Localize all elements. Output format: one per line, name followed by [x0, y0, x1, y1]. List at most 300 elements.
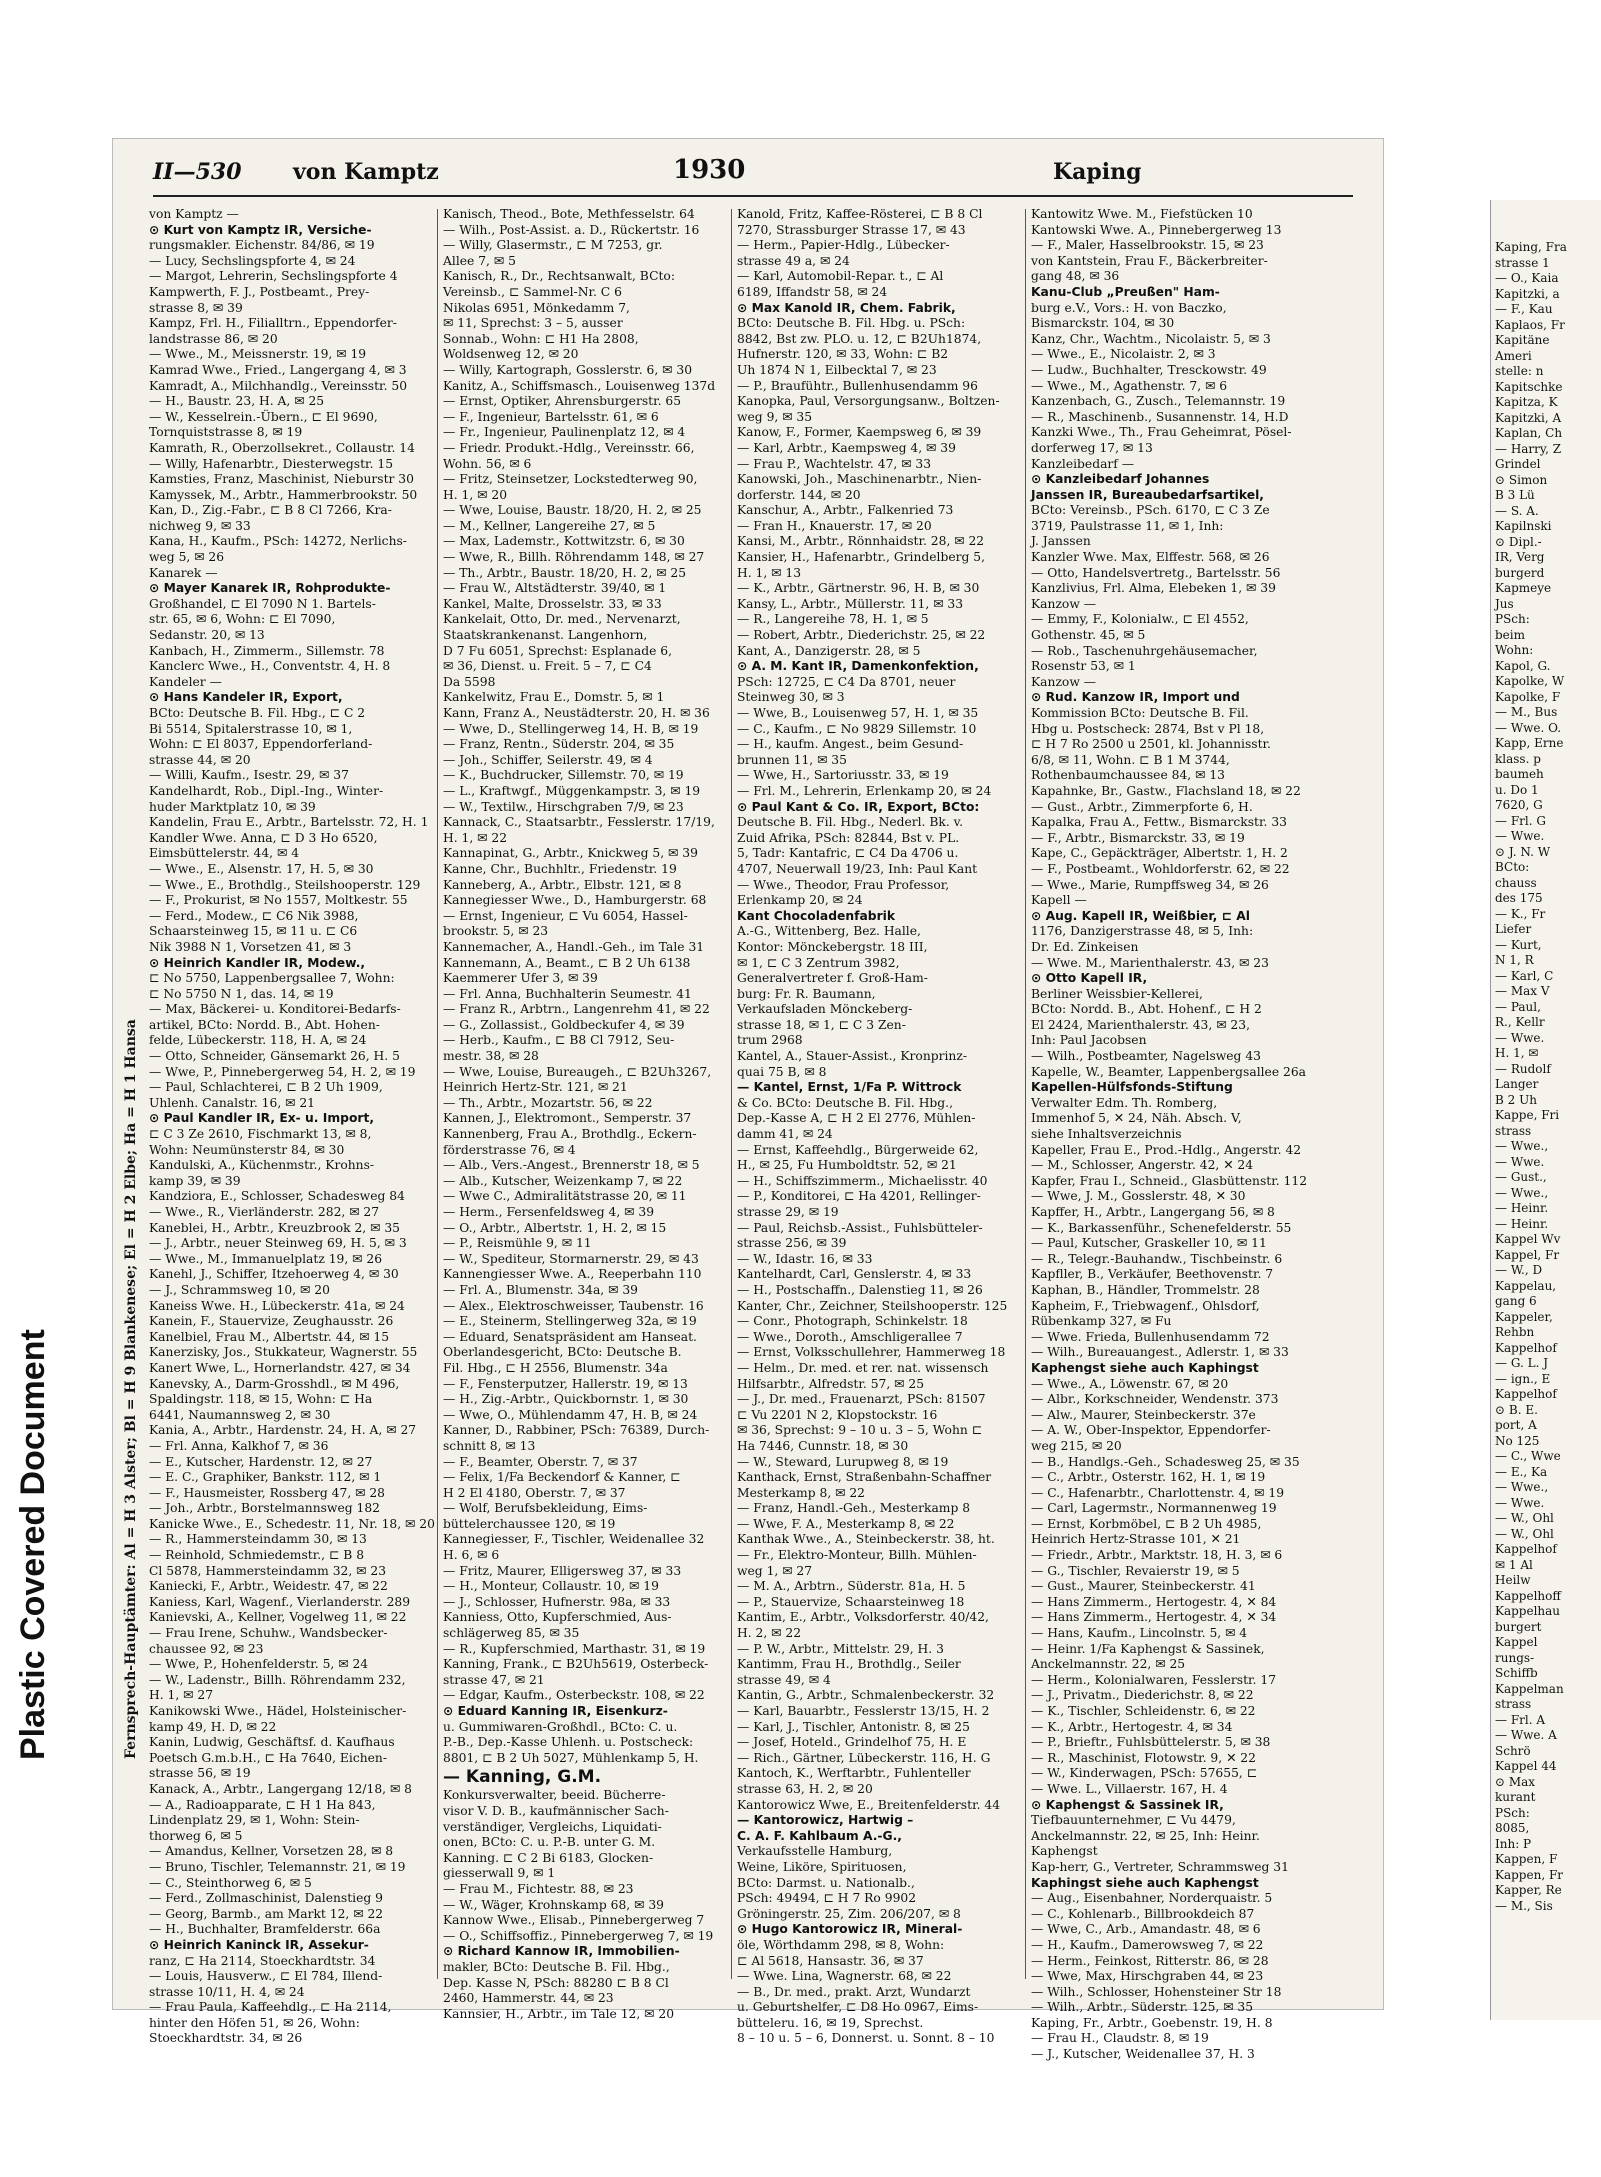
directory-entry-line: — R., Maschinist, Flotowstr. 9, ✕ 22 [1031, 1750, 1256, 1765]
directory-entry-line: ⊙ Kanzleibedarf Johannes [1031, 472, 1210, 487]
fragment-line: — Wwe., [1495, 1480, 1549, 1494]
directory-entry-line: — K., Barkassenführ., Schenefelderstr. 55 [1031, 1220, 1292, 1235]
fragment-line: u. Do 1 [1495, 782, 1539, 797]
directory-entry-line: — B., Handlgs.-Geh., Schadesweg 25, ✉ 35 [1031, 1454, 1300, 1469]
fragment-line: Wohn: [1495, 643, 1534, 657]
directory-entry-line: — Max, Lademstr., Kottwitzstr. 6, ✉ 30 [443, 534, 685, 549]
directory-entry-line: Hufnerstr. 120, ✉ 33, Wohn: ⊏ B2 [737, 347, 949, 362]
fragment-line: strass [1495, 1123, 1532, 1138]
directory-entry-line: Kapalka, Frau A., Fettw., Bismarckstr. 33 [1031, 815, 1287, 830]
fragment-line: baumeh [1495, 767, 1544, 781]
directory-entry-line: Kannapinat, G., Arbtr., Knickweg 5, ✉ 39 [443, 846, 698, 861]
directory-entry-line: — Frl. Anna, Kalkhof 7, ✉ 36 [149, 1438, 329, 1453]
column-3 [737, 207, 1020, 2046]
directory-entry-line: ⊏ H 7 Ro 2500 u 2501, kl. Johannisstr. [1031, 737, 1271, 752]
directory-entry-line: — Friedr., Arbtr., Marktstr. 18, H. 3, ✉ 6 [1031, 1548, 1283, 1563]
directory-entry-line: BCto: Deutsche B. Fil. Hbg. u. PSch: [737, 316, 966, 331]
directory-entry-line: huder Marktplatz 10, ✉ 39 [149, 799, 316, 814]
directory-entry-line: Kantowski Wwe. A., Pinnebergerweg 13 [1031, 222, 1282, 237]
fragment-line: Kappel 44 [1495, 1759, 1557, 1773]
fragment-line: — F., Kau [1495, 302, 1553, 316]
directory-entry-line: Kanz, Chr., Wachtm., Nicolaistr. 5, ✉ 3 [1031, 331, 1271, 346]
directory-entry-line: Kannegiesser, F., Tischler, Weidenallee 32 [443, 1532, 705, 1547]
directory-entry-line: strasse 18, ✉ 1, ⊏ C 3 Zen- [737, 1017, 906, 1032]
directory-entry-line: — J., Dr. med., Frauenarzt, PSch: 81507 [737, 1392, 986, 1407]
directory-entry-line: — Wwe., Doroth., Amschligerallee 7 [737, 1329, 963, 1344]
fragment-line: — K., Fr [1495, 906, 1546, 921]
directory-entry-line: — Wwe, H., Sartoriusstr. 33, ✉ 19 [737, 768, 949, 783]
fragment-line: Inh: P [1495, 1836, 1532, 1851]
fragment-line: Kapolke, W [1495, 674, 1565, 688]
directory-entry-line: Nikolas 6951, Mönkedamm 7, [443, 300, 630, 315]
fragment-line: kurant [1495, 1790, 1536, 1804]
fragment-line: R., Kellr [1495, 1015, 1545, 1029]
directory-entry-line: ⊙ A. M. Kant IR, Damenkonfektion, [737, 659, 979, 674]
directory-entry-line: BCto: Deutsche B. Fil. Hbg., ⊏ C 2 [149, 706, 366, 720]
directory-entry-line: Kanzler Wwe. Max, Elffestr. 568, ✉ 26 [1031, 550, 1270, 565]
directory-entry-line: Kantimm, Frau H., Brothdlg., Seiler [737, 1657, 961, 1672]
directory-entry-line: — W., Kinderwagen, PSch: 57655, ⊏ [1031, 1766, 1258, 1781]
directory-entry-line: brookstr. 5, ✉ 23 [443, 924, 549, 939]
fragment-line: — ign., E [1495, 1371, 1551, 1386]
column-1 [149, 207, 435, 2046]
directory-entry-line: Konkursverwalter, beeid. Bücherre- [443, 1788, 666, 1803]
directory-entry-line: Erlenkamp 20, ✉ 24 [737, 893, 863, 908]
directory-entry-line: — Georg, Barmb., am Markt 12, ✉ 22 [149, 1906, 384, 1921]
directory-entry-line: — Paul, Reichsb.-Assist., Fuhlsbütteler- [737, 1220, 983, 1235]
directory-entry-line: ⊏ Al 5618, Hansastr. 36, ✉ 37 [737, 1953, 924, 1968]
directory-entry-line: — Kanning, G.M. [443, 1767, 602, 1788]
directory-entry-line: — W., Idastr. 16, ✉ 33 [737, 1251, 873, 1266]
directory-entry-line: strasse 8, ✉ 39 [149, 300, 243, 315]
fragment-line: Ameri [1495, 348, 1532, 363]
directory-entry-line: Kandler Wwe. Anna, ⊏ D 3 Ho 6520, [149, 830, 378, 845]
directory-entry-line: — Wwe, D., Stellingerweg 14, H. B, ✉ 19 [443, 721, 699, 736]
fragment-line: IR, Verg [1495, 550, 1545, 564]
directory-entry-line: — W., Steward, Lurupweg 8, ✉ 19 [737, 1454, 949, 1469]
directory-entry-line: — Wwe, Max, Hirschgraben 44, ✉ 23 [1031, 1969, 1264, 1984]
directory-entry-line: C. A. F. Kahlbaum A.-G., [737, 1828, 902, 1843]
directory-entry-line: — Herm., Fersenfeldsweg 4, ✉ 39 [443, 1205, 655, 1219]
directory-entry-line: ⊏ No 5750, Lappenbergsallee 7, Wohn: [149, 971, 395, 986]
directory-entry-line: — Frl. A., Blumenstr. 34a, ✉ 39 [443, 1282, 638, 1297]
fragment-line: — W., Ohl [1495, 1511, 1554, 1525]
directory-entry-line: — Wwe., Theodor, Frau Professor, [737, 877, 950, 892]
directory-entry-line: — Wwe C., Admiralitätstrasse 20, ✉ 11 [443, 1189, 687, 1204]
directory-entry-line: H. 1, ✉ 13 [737, 565, 802, 580]
directory-entry-line: — Wilh., Schlosser, Hohensteiner Str 18 [1031, 1984, 1282, 1999]
directory-entry-line: Kanzlivius, Frl. Alma, Elebeken 1, ✉ 39 [1031, 581, 1276, 596]
fragment-line: Kapol, G. [1495, 658, 1551, 673]
header-left-word: von Kamptz [293, 159, 439, 185]
directory-entry-line: ⊙ Heinrich Kaninck IR, Assekur- [149, 1937, 369, 1952]
directory-entry-line: — Franz, Rentn., Süderstr. 204, ✉ 35 [443, 737, 675, 752]
directory-entry-line: Kanschur, A., Arbtr., Falkenried 73 [737, 503, 954, 518]
directory-entry-line: Kanold, Fritz, Kaffee-Rösterei, ⊏ B 8 Cl [737, 207, 983, 221]
directory-entry-line: Kanein, F., Stauervize, Zeughausstr. 26 [149, 1314, 394, 1329]
directory-entry-line: — Wwe. Frieda, Bullenhusendamm 72 [1031, 1329, 1270, 1344]
directory-entry-line: ⊙ Mayer Kanarek IR, Rohprodukte- [149, 581, 391, 596]
directory-entry-line: — E., Steinerm, Stellingerweg 32a, ✉ 19 [443, 1314, 697, 1329]
directory-entry-line: — Joh., Arbtr., Borstelmannsweg 182 [149, 1501, 380, 1516]
directory-entry-line: — M., Kellner, Langereihe 27, ✉ 5 [443, 518, 656, 533]
directory-entry-line: — B., Dr. med., prakt. Arzt, Wundarzt [737, 1984, 971, 1999]
directory-entry-line: — F., Fensterputzer, Hallerstr. 19, ✉ 13 [443, 1376, 688, 1391]
fragment-line: — Karl, C [1495, 968, 1554, 983]
directory-entry-line: — C., Steinthorweg 6, ✉ 5 [149, 1875, 312, 1890]
directory-entry-line: — Ferd., Modew., ⊏ C6 Nik 3988, [149, 908, 359, 923]
directory-entry-line: chaussee 92, ✉ 23 [149, 1641, 264, 1656]
directory-page: II—530 von Kamptz 1930 Kaping Fernsprech-Hauptämter: Al = H 3 Alster; Bl = H 9 Blankenese; El = H 2 Elbe; Ha = H 1 Hansa von Kamptz — ⊙ Kurt von Kamptz IR, Versiche- rungsmakler. Eichenstr. 84/86, ✉ 19 — Lucy, Sechslingspforte 4, ✉ 24 — Margot, Lehrerin, Sechslingspforte 4 Kampwerth, F. J., Postbeamt., Prey- strasse 8, ✉ 39 Kampz, Frl. H., Filialltrn., Eppendorfer- landstrasse 86, ✉ 20 — Wwe., M., Meissnerstr. 19, ✉ 19 Kamrad Wwe., Fried., Langergang 4, ✉ 3 Kamradt, A., Milchhandlg., Vereinsstr. 50 — H., Baustr. 23, H. A, ✉ 25 — W., Kesselrein.-Übern., ⊏ El 9690, Tornquiststrasse 8, ✉ 19 Kamrath, R., Oberzollsekret., Collaustr. 14 — Willy, Hafenarbtr., Diesterwegstr. 15 Kamsties, Franz, Maschinist, Nieburstr 30 Kamyssek, M., Arbtr., Hammerbrookstr. 50 Kan, D., Zig.-Fabr., ⊏ B 8 Cl 7266, Kra- nichweg 9, ✉ 33 Kana, H., Kaufm., PSch: 14272, Nerlichs- weg 5, ✉ 26 Kanarek — ⊙ Mayer Kanarek IR, Rohprodukte- Großhandel, ⊏ El 7090 N 1. Bartels- str. 65, ✉ 6, Wohn: ⊏ El 7090, Sedanstr. 20, ✉ 13 Kanbach, H., Zimmerm., Sillemstr. 78 Kanclerc Wwe., H., Conventstr. 4, H. 8 Kandeler — ⊙ Hans Kandeler IR, Export, BCto: Deutsche B. Fil. Hbg., ⊏ C 2 Bi 5514, Spitalerstrasse 10, ✉ 1, Wohn: ⊏ El 8037, Eppendorferland- strasse 44, ✉ 20 — Willi, Kaufm., Isestr. 29, ✉ 37 Kandelhardt, Rob., Dipl.-Ing., Winter- huder Marktplatz 10, ✉ 39 Kandelin, Frau E., Arbtr., Bartelsstr. 72, H. 1 Kandler Wwe. Anna, ⊏ D 3 Ho 6520, Eimsbüttelerstr. 44, ✉ 4 — Wwe., E., Alsenstr. 17, H. 5, ✉ 30 — Wwe., E., Brothdlg., Steilshooperstr. 129 — F., Prokurist, ✉ No 1557, Moltkestr. 55 — Ferd., Modew., ⊏ C6 Nik 3988, Schaarsteinweg 15, ✉ 11 u. ⊏ C6 Nik 3988 N 1, Vorsetzen 41, ✉ 3 ⊙ Heinrich Kandler IR, Modew., ⊏ No 5750, Lappenbergsallee 7, Wohn: ⊏ No 5750 N 1, das. 14, ✉ 19 — Max, Bäckerei- u. Konditorei-Bedarfs- artikel, BCto: Nordd. B., Abt. Hohen- felde, Lübeckerstr. 118, H. A, ✉ 24 — Otto, Schneider, Gänsemarkt 26, H. 5 — Wwe, P., Pinnebergerweg 54, H. 2, ✉ 19 — Paul, Schlachterei, ⊏ B 2 Uh 1909, Uhlenh. Canalstr. 16, ✉ 21 ⊙ Paul Kandler IR, Ex- u. Import, ⊏ C 3 Ze 2610, Fischmarkt 13, ✉ 8, Wohn: Neumünsterstr 84, ✉ 30 Kandulski, A., Küchenmstr., Krohns- kamp 39, ✉ 39 Kandziora, E., Schlosser, Schadesweg 84 — Wwe., R., Vierländerstr. 282, ✉ 27 Kaneblei, H., Arbtr., Kreuzbrook 2, ✉ 35 — J., Arbtr., neuer Steinweg 69, H. 5, ✉ 3 — Wwe., M., Immanuelplatz 19, ✉ 26 Kanehl, J., Schiffer, Itzehoerweg 4, ✉ 30 — J., Schrammsweg 10, ✉ 20 Kaneiss Wwe. H., Lübeckerstr. 41a, ✉ 24 Kanein, F., Stauervize, Zeughausstr. 26 Kanelbiel, Frau M., Albertstr. 44, ✉ 15 Kanerzisky, Jos., Stukkateur, Wagnerstr. 55 Kanert Wwe, L., Hornerlandstr. 427, ✉ 34 Kanevsky, A., Darm-Grosshdl., ✉ M 496, Spaldingstr. 118, ✉ 15, Wohn: ⊏ Ha 6441, Naumannsweg 2, ✉ 30 Kania, A., Arbtr., Hardenstr. 24, H. A, ✉ 27 — Frl. Anna, Kalkhof 7, ✉ 36 — E., Kutscher, Hardenstr. 12, ✉ 27 — E. C., Graphiker, Bankstr. 112, ✉ 1 — F., Hausmeister, Rossberg 47, ✉ 28 — Joh., Arbtr., Borstelmannsweg 182 Kanicke Wwe., E., Schedestr. 11, Nr. 18, ✉ 20 — R., Hammersteindamm 30, ✉ 13 — Reinhold, Schmiedemstr., ⊏ B 8 Cl 5878, Hammersteindamm 32, ✉ 23 Kaniecki, F., Arbtr., Weidestr. 47, ✉ 22 Kaniess, Karl, Wagenf., Vierlanderstr. 289 Kanievski, A., Kellner, Vogelweg 11, ✉ 22 — Frau Irene, Schuhw., Wandsbecker- chaussee 92, ✉ 23 — Wwe, P., Hohenfelderstr. 5, ✉ 24 — W., Ladenstr., Billh. Röhrendamm 232, H. 1, ✉ 27 Kanikowski Wwe., Hädel, Holsteinischer- kamp 49, H. D, ✉ 22 Kanin, Ludwig, Geschäftsf. d. Kaufhaus Poetsch G.m.b.H., ⊏ Ha 7640, Eichen- strasse 56, ✉ 19 Kanack, A., Arbtr., Langergang 12/18, ✉ 8 — A., Radioapparate, ⊏ H 1 Ha 843, Lindenplatz 29, ✉ 1, Wohn: Stein- thorweg 6, ✉ 5 — Amandus, Kellner, Vorsetzen 28, ✉ 8 — Bruno, Tischler, Telemannstr. 21, ✉ 19 — C., Steinthorweg 6, ✉ 5 — Ferd., Zollmaschinist, Dalenstieg 9 — Georg, Barmb., am Markt 12, ✉ 22 — H., Buchhalter, Bramfelderstr. 66a ⊙ Heinrich Kaninck IR, Assekur- ranz, ⊏ Ha 2114, Stoeckhardtstr. 34 — Louis, Hausverw., ⊏ El 784, Illend- strasse 10/11, H. 4, ✉ 24 — Frau Paula, Kaffeehdlg., ⊏ Ha 2114, hinter den Höfen 51, ✉ 26, Wohn: Stoeckhardtstr. 34, ✉ 26 Kanisch, Theod., Bote, Methfesselstr. 64 — Wilh., Post-Assist. a. D., Rückertstr. 16 — Willy, Glasermstr., ⊏ M 7253, gr. Allee 7, ✉ 5 Kanisch, R., Dr., Rechtsanwalt, BCto: Vereinsb., ⊏ Sammel-Nr. C 6 Nikolas 6951, Mönkedamm 7, ✉ 11, Sprechst: 3 – 5, ausser Sonnab., Wohn: ⊏ H1 Ha 2808, Woldsenweg 12, ✉ 20 — Willy, Kartograph, Gosslerstr. 6, ✉ 30 Kanitz, A., Schiffsmasch., Louisenweg 137d — Ernst, Optiker, Ahrensburgerstr. 65 — F., Ingenieur, Bartelsstr. 61, ✉ 6 — Fr., Ingenieur, Paulinenplatz 12, ✉ 4 — Friedr. Produkt.-Hdlg., Vereinsstr. 66, Wohn. 56, ✉ 6 — Fritz, Steinsetzer, Lockstedterweg 90, H. 1, ✉ 20 — Wwe, Louise, Baustr. 18/20, H. 2, ✉ 25 — M., Kellner, Langereihe 27, ✉ 5 — Max, Lademstr., Kottwitzstr. 6, ✉ 30 — Wwe, R., Billh. Röhrendamm 148, ✉ 27 — Th., Arbtr., Baustr. 18/20, H. 2, ✉ 25 — Frau W., Altstädterstr. 39/40, ✉ 1 Kankel, Malte, Drosselstr. 33, ✉ 33 Kankelait, Otto, Dr. med., Nervenarzt, Staatskrankenanst. Langenhorn, D 7 Fu 6051, Sprechst: Esplanade 6, ✉ 36, Dienst. u. Freit. 5 – 7, ⊏ C4 Da 5598 Kankelwitz, Frau E., Domstr. 5, ✉ 1 Kann, Franz A., Neustädterstr. 20, H. ✉ 36 — Wwe, D., Stellingerweg 14, H. B, ✉ 19 — Franz, Rentn., Süderstr. 204, ✉ 35 — Joh., Schiffer, Seilerstr. 49, ✉ 4 — K., Buchdrucker, Sillemstr. 70, ✉ 19 — L., Kraftwgf., Müggenkampstr. 3, ✉ 19 — W., Textilw., Hirschgraben 7/9, ✉ 23 Kannack, C., Staatsarbtr., Fesslerstr. 17/19, H. 1, ✉ 22 Kannapinat, G., Arbtr., Knickweg 5, ✉ 39 Kanne, Chr., Buchhltr., Friedenstr. 19 Kanneberg, A., Arbtr., Elbstr. 121, ✉ 8 Kannegiesser Wwe., D., Hamburgerstr. 68 — Ernst, Ingenieur, ⊏ Vu 6054, Hassel- brookstr. 5, ✉ 23 Kannemacher, A., Handl.-Geh., im Tale 31 Kannemann, A., Beamt., ⊏ B 2 Uh 6138 Kaemmerer Ufer 3, ✉ 39 — Frl. Anna, Buchhalterin Seumestr. 41 — Franz R., Arbtrn., Langenrehm 41, ✉ 22 — G., Zollassist., Goldbeckufer 4, ✉ 39 — Herb., Kaufm., ⊏ B8 Cl 7912, Seu- mestr. 38, ✉ 28 — Wwe, Louise, Bureaugeh., ⊏ B2Uh3267, Heinrich Hertz-Str. 121, ✉ 21 — Th., Arbtr., Mozartstr. 56, ✉ 22 Kannen, J., Elektromont., Semperstr. 37 Kannenberg, Frau A., Brothdlg., Eckern- förderstrasse 76, ✉ 4 — Alb., Vers.-Angest., Brennerstr 18, ✉ 5 — Alb., Kutscher, Weizenkamp 7, ✉ 22 — Wwe C., Admiralitätstrasse 20, ✉ 11 — Herm., Fersenfeldsweg 4, ✉ 39 — O., Arbtr., Albertstr. 1, H. 2, ✉ 15 — P., Reismühle 9, ✉ 11 — W., Spediteur, Stormarnerstr. 29, ✉ 43 Kannengiesser Wwe. A., Reeperbahn 110 — Frl. A., Blumenstr. 34a, ✉ 39 — Alex., Elektroschweisser, Taubenstr. 16 — E., Steinerm, Stellingerweg 32a, ✉ 19 — Eduard, Senatspräsident am Hanseat. Oberlandesgericht, BCto: Deutsche B. Fil. Hbg., ⊏ H 2556, Blumenstr. 34a — F., Fensterputzer, Hallerstr. 19, ✉ 13 — H., Zig.-Arbtr., Quickbornstr. 1, ✉ 30 — Wwe, O., Mühlendamm 47, H. B, ✉ 24 Kanner, D., Rabbiner, PSch: 76389, Durch- schnitt 8, ✉ 13 — F., Beamter, Oberstr. 7, ✉ 37 — Felix, 1/Fa Beckendorf & Kanner, ⊏ H 2 El 4180, Oberstr. 7, ✉ 37 — Wolf, Berufsbekleidung, Eims- büttelerchaussee 120, ✉ 19 Kannegiesser, F., Tischler, Weidenallee 32 H. 6, ✉ 6 — Fritz, Maurer, Elligersweg 37, ✉ 33 — H., Monteur, Collaustr. 10, ✉ 19 — J., Schlosser, Hufnerstr. 98a, ✉ 33 Kanniess, Otto, Kupferschmied, Aus- schlägerweg 85, ✉ 35 — R., Kupferschmied, Marthastr. 31, ✉ 19 Kanning, Frank., ⊏ B2Uh5619, Osterbeck- strasse 47, ✉ 21 — Edgar, Kaufm., Osterbeckstr. 108, ✉ 22 ⊙ Eduard Kanning IR, Eisenkurz- u. Gummiwaren-Großhdl., BCto: C. u. P.-B., Dep.-Kasse Uhlenh. u. Postscheck: 8801, ⊏ B 2 Uh 5027, Mühlenkamp 5, H. — Kanning, G.M. Konkursverwalter, beeid. Bücherre- visor V. D. B., kaufmännischer Sach- verständiger, Vergleichs, Liquidati- onen, BCto: C. u. P.-B. unter G. M. Kanning. ⊏ C 2 Bi 6183, Glocken- giesserwall 9, ✉ 1 — Frau M., Fichtestr. 88, ✉ 23 — W., Wäger, Krohnskamp 68, ✉ 39 Kannow Wwe., Elisab., Pinnebergerweg 7 — O., Schiffsoffiz., Pinnebergerweg 7, ✉ 19 ⊙ Richard Kannow IR, Immobilien- makler, BCto: Deutsche B. Fil. Hbg., Dep. Kasse N, PSch: 88280 ⊏ B 8 Cl 2460, Hammerstr. 44, ✉ 23 Kannsier, H., Arbtr., im Tale 12, ✉ 20 Kanold, Fritz, Kaffee-Rösterei, ⊏ B 8 Cl 7270, Strassburger Strasse 17, ✉ 43 — Herm., Papier-Hdlg., Lübecker- strasse 49 a, ✉ 24 — Karl, Automobil-Repar. t., ⊏ Al 6189, Iffandstr 58, ✉ 24 ⊙ Max Kanold IR, Chem. Fabrik, BCto: Deutsche B. Fil. Hbg. u. PSch: 8842, Bst zw. PLO. u. 12, ⊏ B2Uh1874, Hufnerstr. 120, ✉ 33, Wohn: ⊏ B2 Uh 1874 N 1, Eilbecktal 7, ✉ 23 — P., Braufühtr., Bullenhusendamm 96 Kanopka, Paul, Versorgungsanw., Boltzen- weg 9, ✉ 35 Kanow, F., Former, Kaempsweg 6, ✉ 39 — Karl, Arbtr., Kaempsweg 4, ✉ 39 — Frau P., Wachtelstr. 47, ✉ 33 Kanowski, Joh., Maschinenarbtr., Nien- dorferstr. 144, ✉ 20 Kanschur, A., Arbtr., Falkenried 73 — Fran H., Knauerstr. 17, ✉ 20 Kansi, M., Arbtr., Rönnhaidstr. 28, ✉ 22 Kansier, H., Hafenarbtr., Grindelberg 5, H. 1, ✉ 13 — K., Arbtr., Gärtnerstr. 96, H. B, ✉ 30 Kansy, L., Arbtr., Müllerstr. 11, ✉ 33 — R., Langereihe 78, H. 1, ✉ 5 — Robert, Arbtr., Diederichstr. 25, ✉ 22 Kant, A., Danzigerstr. 28, ✉ 5 ⊙ A. M. Kant IR, Damenkonfektion, PSch: 12725, ⊏ C4 Da 8701, neuer Steinweg 30, ✉ 3 — Wwe, B., Louisenweg 57, H. 1, ✉ 35 — C., Kaufm., ⊏ No 9829 Sillemstr. 10 — H., kaufm. Angest., beim Gesund- brunnen 11, ✉ 35 — Wwe, H., Sartoriusstr. 33, ✉ 19 — Frl. M., Lehrerin, Erlenkamp 20, ✉ 24 ⊙ Paul Kant & Co. IR, Export, BCto: Deutsche B. Fil. Hbg., Nederl. Bk. v. Zuid Afrika, PSch: 82844, Bst v. PL. 5, Tadr: Kantafric, ⊏ C4 Da 4706 u. 4707, Neuerwall 19/23, Inh: Paul Kant — Wwe., Theodor, Frau Professor, Erlenkamp 20, ✉ 24 Kant Chocoladenfabrik A.-G., Wittenberg, Bez. Halle, Kontor: Mönckebergstr. 18 III, ✉ 1, ⊏ C 3 Zentrum 3982, Generalvertreter f. Groß-Ham- burg: Fr. R. Baumann, Verkaufsladen Mönckeberg- strasse 18, ✉ 1, ⊏ C 3 Zen- trum 2968 Kantel, A., Stauer-Assist., Kronprinz- quai 75 B, ✉ 8 — Kantel, Ernst, 1/Fa P. Wittrock & Co. BCto: Deutsche B. Fil. Hbg., Dep.-Kasse A, ⊏ H 2 El 2776, Mühlen- damm 41, ✉ 24 — Ernst, Kaffeehdlg., Bürgerweide 62, H., ✉ 25, Fu Humboldtstr. 52, ✉ 21 — H., Schiffszimmerm., Michaelisstr. 40 — P., Konditorei, ⊏ Ha 4201, Rellinger- strasse 29, ✉ 19 — Paul, Reichsb.-Assist., Fuhlsbütteler- strasse 256, ✉ 39 — W., Idastr. 16, ✉ 33 Kantelhardt, Carl, Genslerstr. 4, ✉ 33 — H., Postschaffn., Dalenstieg 11, ✉ 26 Kanter, Chr., Zeichner, Steilshooperstr. 125 — Conr., Photograph, Schinkelstr. 18 — Wwe., Doroth., Amschligerallee 7 — Ernst, Volksschullehrer, Hammerweg 18 — Helm., Dr. med. et rer. nat. wissensch Hilfsarbtr., Alfredstr. 57, ✉ 25 — J., Dr. med., Frauenarzt, PSch: 81507 ⊏ Vu 2201 N 2, Klopstockstr. 16 ✉ 36, Sprechst: 9 – 10 u. 3 – 5, Wohn ⊏ Ha 7446, Cunnstr. 18, ✉ 30 — W., Steward, Lurupweg 8, ✉ 19 Kanthack, Ernst, Straßenbahn-Schaffner Mesterkamp 8, ✉ 22 — Franz, Handl.-Geh., Mesterkamp 8 — Wwe, F. A., Mesterkamp 8, ✉ 22 Kanthak Wwe., A., Steinbeckerstr. 38, ht. — Fr., Elektro-Monteur, Billh. Mühlen- weg 1, ✉ 27 — M. A., Arbtrn., Süderstr. 81a, H. 5 — P., Stauervize, Schaarsteinweg 18 Kantim, E., Arbtr., Volksdorferstr. 40/42, H. 2, ✉ 22 — P. W., Arbtr., Mittelstr. 29, H. 3 Kantimm, Frau H., Brothdlg., Seiler strasse 49, ✉ 4 Kantin, G., Arbtr., Schmalenbeckerstr. 32 — Karl, Bauarbtr., Fesslerstr 13/15, H. 2 — Karl, J., Tischler, Antonistr. 8, ✉ 25 — Josef, Hoteld., Grindelhof 75, H. E — Rich., Gärtner, Lübeckerstr. 116, H. G Kantoch, K., Werftarbtr., Fuhlenteller strasse 63, H. 2, ✉ 20 Kantorowicz Wwe, E., Breitenfelderstr. 44 — Kantorowicz, Hartwig – C. A. F. Kahlbaum A.-G., Verkaufsstelle Hamburg, Weine, Liköre, Spirituosen, BCto: Darmst. u. Nationalb., PSch: 49494, ⊏ H 7 Ro 9902 Gröningerstr. 25, Zim. 206/207, ✉ 8 ⊙ Hugo Kantorowicz IR, Mineral- öle, Wörthdamm 298, ✉ 8, Wohn: ⊏ Al 5618, Hansastr. 36, ✉ 37 — Wwe. Lina, Wagnerstr. 68, ✉ 22 — B., Dr. med., prakt. Arzt, Wundarzt u. Geburtshelfer, ⊏ D8 Ho 0967, Eims- bütteleru. 16, ✉ 19, Sprechst. 8 – 10 u. 5 – 6, Donnerst. u. Sonnt. 8 – 10 Kantowitz Wwe. M., Fiefstücken 10 Kantowski Wwe. A., Pinnebergerweg 13 — F., Maler, Hasselbrookstr. 15, ✉ 23 von Kantstein, Frau F., Bäckerbreiter- gang 48, ✉ 36 Kanu-Club „Preußen" Ham- burg e.V., Vors.: H. von Baczko, Bismarckstr. 104, ✉ 30 Kanz, Chr., Wachtm., Nicolaistr. 5, ✉ 3 — Wwe., E., Nicolaistr. 2, ✉ 3 — Ludw., Buchhalter, Tresckowstr. 49 — Wwe., M., Agathenstr. 7, ✉ 6 Kanzenbach, G., Zusch., Telemannstr. 19 — R., Maschinenb., Susannenstr. 14, H.D Kanzki Wwe., Th., Frau Geheimrat, Pösel- dorferweg 17, ✉ 13 Kanzleibedarf — ⊙ Kanzleibedarf Johannes Janssen IR, Bureaubedarfsartikel, BCto: Vereinsb., PSch. 6170, ⊏ C 3 Ze 3719, Paulstrasse 11, ✉ 1, Inh: J. Janssen Kanzler Wwe. Max, Elffestr. 568, ✉ 26 — Otto, Handelsvertretg., Bartelsstr. 56 Kanzlivius, Frl. Alma, Elebeken 1, ✉ 39 Kanzow — — Emmy, F., Kolonialw., ⊏ El 4552, Gothenstr. 45, ✉ 5 — Rob., Taschenuhrgehäusemacher, Rosenstr 53, ✉ 1 Kanzow — ⊙ Rud. Kanzow IR, Import und Kommission BCto: Deutsche B. Fil. Hbg u. Postscheck: 2874, Bst v Pl 18, ⊏ H 7 Ro 2500 u 2501, kl. Johannisstr. 6/8, ✉ 11, Wohn. ⊏ B 1 M 3744, Rothenbaumchaussee 84, ✉ 13 Kapahnke, Br., Gastw., Flachsland 18, ✉ 22 — Gust., Arbtr., Zimmerpforte 6, H. Kapalka, Frau A., Fettw., Bismarckstr. 33 — F., Arbtr., Bismarckstr. 33, ✉ 19 Kape, C., Gepäckträger, Albertstr. 1, H. 2 — F., Postbeamt., Wohldorferstr. 62, ✉ 22 — Wwe., Marie, Rumpffsweg 34, ✉ 26 Kapell — ⊙ Aug. Kapell IR, Weißbier, ⊏ Al 1176, Danzigerstrasse 48, ✉ 5, Inh: Dr. Ed. Zinkeisen — Wwe. M., Marienthalerstr. 43, ✉ 23 ⊙ Otto Kapell IR, Berliner Weissbier-Kellerei, BCto: Nordd. B., Abt. Hohenf., ⊏ H 2 El 2424, Marienthalerstr. 43, ✉ 23, Inh: Paul Jacobsen — Wilh., Postbeamter, Nagelsweg 43 Kapelle, W., Beamter, Lappenbergsallee 26a Kapellen-Hülfsfonds-Stiftung Verwalter Edm. Th. Romberg, Immenhof 5, ✕ 24, Näh. Absch. V, siehe Inhaltsverzeichnis Kapeller, Frau E., Prod.-Hdlg., Angerstr. 42 — M., Schlosser, Angerstr. 42, ✕ 24 Kapfer, Frau I., Schneid., Glasbüttenstr. 112 — Wwe, J. M., Gosslerstr. 48, ✕ 30 Kapffer, H., Arbtr., Langergang 56, ✉ 8 — K., Barkassenführ., Schenefelderstr. 55 — Paul, Kutscher, Graskeller 10, ✉ 11 — R., Telegr.-Bauhandw., Tischbeinstr. 6 Kapfller, B., Verkäufer, Beethovenstr. 7 Kaphan, B., Händler, Trommelstr. 28 Kapheim, F., Triebwagenf., Ohlsdorf, Rübenkamp 327, ✉ Fu — Wwe. Frieda, Bullenhusendamm 72 — Wilh., Bureauangest., Adlerstr. 1, ✉ 33 Kaphengst siehe auch Kaphingst — Wwe., A., Löwenstr. 67, ✉ 20 — Albr., Korkschneider, Wendenstr. 373 — Alw., Maurer, Steinbeckerstr. 37e — A. W., Ober-Inspektor, Eppendorfer- weg 215, ✉ 20 — B., Handlgs.-Geh., Schadesweg 25, ✉ 35 — C., Arbtr., Osterstr. 162, H. 1, ✉ 19 — C., Hafenarbtr., Charlottenstr. 4, ✉ 19 — Carl, Lagermstr., Normannenweg 19 — Ernst, Korbmöbel, ⊏ B 2 Uh 4985, Heinrich Hertz-Strasse 101, ✕ 21 — Friedr., Arbtr., Marktstr. 18, H. 3, ✉ 6 — G., Tischler, Revaierstr 19, ✉ 5 — Gust., Maurer, Steinbeckerstr. 41 — Hans Zimmerm., Hertogestr. 4, ✕ 84 — Hans Zimmerm., Hertogestr. 4, ✕ 34 — Hans, Kaufm., Lincolnstr. 5, ✉ 4 — Heinr. 1/Fa Kaphengst & Sassinek, Anckelmannstr. 22, ✉ 25 — Herm., Kolonialwaren, Fesslerstr. 17 — J., Privatm., Diederichstr. 8, ✉ 22 — K., Tischler, Schleidenstr. 6, ✉ 22 — K., Arbtr., Hertogestr. 4, ✉ 34 — P., Brieftr., Fuhlsbüttelerstr. 5, ✉ 38 — R., Maschinist, Flotowstr. 9, ✕ 22 — W., Kinderwagen, PSch: 57655, ⊏ — Wwe. L., Villaerstr. 167, H. 4 ⊙ Kaphengst & Sassinek IR, Tiefbauunternehmer, ⊏ Vu 4479, Anckelmannstr. 22, ✉ 25, Inh: Heinr. Kaphengst Kap-herr, G., Vertreter, Schrammsweg 31 Kaphingst siehe auch Kaphengst — Aug., Eisenbahner, Norderquaistr. 5 — C., Kohlenarb., Billbrookdeich 87 — Wwe, C., Arb., Amandastr. 48, ✉ 6 — H., Kaufm., Damerowsweg 7, ✉ 22 — Herm., Feinkost, Ritterstr. 86, ✉ 28 — Wwe, Max, Hirschgraben 44, ✉ 23 — Wilh., Schlosser, Hohensteiner Str 18 — Wilh., Arbtr., Süderstr. 125, ✉ 35 Kaping, Fr., Arbtr., Goebenstr. 19, H. 8 — Frau H., Claudstr. 8, ✉ 19 — J., Kutscher, Weidenallee 37, H. 3 [112, 138, 1384, 2010]
directory-entry-line: H. 1, ✉ 20 [443, 487, 508, 502]
directory-entry-line: — Willi, Kaufm., Isestr. 29, ✉ 37 [149, 768, 349, 783]
directory-entry-line: Kannemann, A., Beamt., ⊏ B 2 Uh 6138 [443, 955, 691, 970]
directory-entry-line: Verkaufsstelle Hamburg, [737, 1844, 893, 1859]
directory-entry-line: — Herm., Feinkost, Ritterstr. 86, ✉ 28 [1031, 1953, 1269, 1968]
directory-entry-line: Kantelhardt, Carl, Genslerstr. 4, ✉ 33 [737, 1267, 972, 1282]
directory-entry-line: 8 – 10 u. 5 – 6, Donnerst. u. Sonnt. 8 – 10 [737, 2031, 995, 2046]
directory-entry-line: — P., Stauervize, Schaarsteinweg 18 [737, 1594, 965, 1609]
fragment-line: No 125 [1495, 1433, 1540, 1448]
directory-entry-line: Schaarsteinweg 15, ✉ 11 u. ⊏ C6 [149, 924, 358, 939]
fragment-line: — E., Ka [1495, 1464, 1548, 1479]
column-4 [1031, 207, 1314, 2062]
directory-entry-line: Kanniess, Otto, Kupferschmied, Aus- [443, 1610, 672, 1625]
directory-entry-line: felde, Lübeckerstr. 118, H. A, ✉ 24 [149, 1033, 367, 1048]
directory-entry-line: — F., Prokurist, ✉ No 1557, Moltkestr. 55 [149, 893, 408, 908]
directory-entry-line: Tiefbauunternehmer, ⊏ Vu 4479, [1031, 1813, 1236, 1828]
directory-entry-line: — Reinhold, Schmiedemstr., ⊏ B 8 [149, 1548, 365, 1563]
directory-entry-line: — Frau Irene, Schuhw., Wandsbecker- [149, 1626, 388, 1641]
fragment-line: ⊙ Max [1495, 1774, 1536, 1789]
fragment-line: — Frl. A [1495, 1712, 1546, 1727]
directory-entry-line: Rothenbaumchaussee 84, ✉ 13 [1031, 768, 1225, 783]
directory-entry-line: — Wilh., Bureauangest., Adlerstr. 1, ✉ 33 [1031, 1345, 1289, 1360]
directory-entry-line: Kanthak Wwe., A., Steinbeckerstr. 38, ht. [737, 1532, 995, 1547]
directory-entry-line: — Friedr. Produkt.-Hdlg., Vereinsstr. 66, [443, 440, 695, 455]
directory-entry-line: P.-B., Dep.-Kasse Uhlenh. u. Postscheck: [443, 1735, 694, 1750]
directory-entry-line: — Hans Zimmerm., Hertogestr. 4, ✕ 84 [1031, 1594, 1277, 1609]
directory-entry-line: Kapheim, F., Triebwagenf., Ohlsdorf, [1031, 1298, 1260, 1313]
directory-entry-line: — Wwe., A., Löwenstr. 67, ✉ 20 [1031, 1376, 1229, 1391]
fragment-line: PSch: [1495, 612, 1530, 626]
directory-entry-line: — Herm., Kolonialwaren, Fesslerstr. 17 [1031, 1672, 1277, 1687]
directory-entry-line: Kaphan, B., Händler, Trommelstr. 28 [1031, 1282, 1260, 1297]
directory-entry-line: Eimsbüttelerstr. 44, ✉ 4 [149, 846, 300, 861]
directory-entry-line: — Wwe. M., Marienthalerstr. 43, ✉ 23 [1031, 955, 1269, 970]
directory-entry-line: — P., Konditorei, ⊏ Ha 4201, Rellinger- [737, 1189, 981, 1204]
directory-entry-line: — Karl, Bauarbtr., Fesslerstr 13/15, H. 2 [737, 1704, 990, 1718]
directory-entry-line: Hilfsarbtr., Alfredstr. 57, ✉ 25 [737, 1376, 925, 1391]
directory-entry-line: — Th., Arbtr., Baustr. 18/20, H. 2, ✉ 25 [443, 565, 687, 580]
directory-entry-line: Kannemacher, A., Handl.-Geh., im Tale 31 [443, 939, 705, 954]
directory-entry-line: — Eduard, Senatspräsident am Hanseat. [443, 1329, 697, 1344]
directory-entry-line: — Ernst, Ingenieur, ⊏ Vu 6054, Hassel- [443, 908, 688, 923]
directory-entry-line: strasse 10/11, H. 4, ✉ 24 [149, 1984, 305, 1999]
directory-entry-line: hinter den Höfen 51, ✉ 26, Wohn: [149, 2015, 360, 2030]
fragment-line: — Heinr. [1495, 1216, 1549, 1231]
directory-entry-line: onen, BCto: C. u. P.-B. unter G. M. [443, 1835, 656, 1850]
directory-entry-line: Kanne, Chr., Buchhltr., Friedenstr. 19 [443, 861, 677, 876]
directory-entry-line: — Rich., Gärtner, Lübeckerstr. 116, H. G [737, 1750, 991, 1765]
directory-entry-line: — Rob., Taschenuhrgehäusemacher, [1031, 643, 1258, 658]
directory-entry-line: — H., Schiffszimmerm., Michaelisstr. 40 [737, 1173, 988, 1188]
directory-entry-line: Kanzleibedarf — [1031, 456, 1135, 471]
directory-entry-line: BCto: Vereinsb., PSch. 6170, ⊏ C 3 Ze [1031, 503, 1270, 518]
directory-entry-line: — A., Radioapparate, ⊏ H 1 Ha 843, [149, 1797, 376, 1812]
directory-entry-line: — Hans, Kaufm., Lincolnstr. 5, ✉ 4 [1031, 1626, 1248, 1641]
directory-entry-line: PSch: 12725, ⊏ C4 Da 8701, neuer [737, 674, 956, 689]
directory-entry-line: — Franz, Handl.-Geh., Mesterkamp 8 [737, 1501, 971, 1516]
directory-entry-line: Kanisch, R., Dr., Rechtsanwalt, BCto: [443, 269, 675, 284]
directory-entry-line: kamp 49, H. D, ✉ 22 [149, 1719, 277, 1734]
directory-entry-line: Kansier, H., Hafenarbtr., Grindelberg 5, [737, 550, 986, 565]
directory-entry-line: Kanneberg, A., Arbtr., Elbstr. 121, ✉ 8 [443, 877, 682, 892]
fragment-line: Kappel [1495, 1635, 1538, 1649]
directory-entry-line: Kamsties, Franz, Maschinist, Nieburstr 30 [149, 472, 414, 487]
directory-entry-line: Gröningerstr. 25, Zim. 206/207, ✉ 8 [737, 1906, 961, 1921]
directory-entry-line: schlägerweg 85, ✉ 35 [443, 1626, 580, 1641]
fragment-line: des 175 [1495, 891, 1543, 905]
directory-entry-line: strasse 29, ✉ 19 [737, 1205, 839, 1219]
column-divider [437, 209, 438, 1979]
directory-entry-line: Hbg u. Postscheck: 2874, Bst v Pl 18, [1031, 721, 1265, 736]
fragment-line: ⊙ J. N. W [1495, 844, 1551, 859]
fragment-line: Kapitzki, A [1495, 410, 1562, 425]
directory-entry-line: — Paul, Schlachterei, ⊏ B 2 Uh 1909, [149, 1080, 383, 1095]
fragment-line: B 2 Uh [1495, 1092, 1537, 1107]
directory-entry-line: Anckelmannstr. 22, ✉ 25 [1031, 1657, 1186, 1672]
directory-entry-line: artikel, BCto: Nordd. B., Abt. Hohen- [149, 1017, 380, 1032]
directory-entry-line: ⊙ Eduard Kanning IR, Eisenkurz- [443, 1704, 668, 1718]
directory-entry-line: — Hans Zimmerm., Hertogestr. 4, ✕ 34 [1031, 1610, 1277, 1625]
fragment-line: Schiffb [1495, 1666, 1538, 1680]
fragment-line: — S. A. [1495, 503, 1539, 518]
directory-entry-line: strasse 63, H. 2, ✉ 20 [737, 1781, 873, 1796]
directory-entry-line: — Lucy, Sechslingspforte 4, ✉ 24 [149, 253, 356, 268]
directory-entry-line: — F., Hausmeister, Rossberg 47, ✉ 28 [149, 1485, 385, 1500]
directory-entry-line: — F., Arbtr., Bismarckstr. 33, ✉ 19 [1031, 830, 1245, 845]
fragment-line: — M., Bus [1495, 705, 1558, 719]
directory-entry-line: u. Gummiwaren-Großhdl., BCto: C. u. [443, 1719, 678, 1734]
directory-entry-line: — C., Kohlenarb., Billbrookdeich 87 [1031, 1906, 1255, 1921]
directory-entry-line: Stoeckhardtstr. 34, ✉ 26 [149, 2031, 303, 2046]
directory-entry-line: — E., Kutscher, Hardenstr. 12, ✉ 27 [149, 1454, 373, 1469]
header-right-word: Kaping [1053, 159, 1142, 185]
fragment-line: Kappelhof [1495, 1340, 1557, 1355]
fragment-line: — Wwe. O. [1495, 720, 1562, 735]
directory-entry-line: — G., Zollassist., Goldbeckufer 4, ✉ 39 [443, 1017, 685, 1032]
directory-entry-line: Kantim, E., Arbtr., Volksdorferstr. 40/42, [737, 1610, 989, 1625]
directory-entry-line: — Paul, Kutscher, Graskeller 10, ✉ 11 [1031, 1236, 1267, 1251]
directory-entry-line: — Gust., Maurer, Steinbeckerstr. 41 [1031, 1579, 1256, 1594]
directory-entry-line: — O., Arbtr., Albertstr. 1, H. 2, ✉ 15 [443, 1220, 667, 1235]
directory-entry-line: Deutsche B. Fil. Hbg., Nederl. Bk. v. [737, 815, 964, 830]
directory-entry-line: Kanzow — [1031, 596, 1097, 611]
directory-entry-line: Uhlenh. Canalstr. 16, ✉ 21 [149, 1095, 315, 1110]
directory-entry-line: — Wwe., R., Vierländerstr. 282, ✉ 27 [149, 1205, 380, 1219]
fragment-line: Kappe, Fri [1495, 1108, 1560, 1122]
directory-entry-line: — Wwe, P., Hohenfelderstr. 5, ✉ 24 [149, 1657, 369, 1672]
directory-entry-line: ⊙ Aug. Kapell IR, Weißbier, ⊏ Al [1031, 908, 1250, 923]
directory-entry-line: trum 2968 [737, 1033, 803, 1048]
fragment-line: Kappeler, [1495, 1309, 1553, 1324]
fragment-line: Heilw [1495, 1573, 1531, 1587]
directory-entry-line: dorferstr. 144, ✉ 20 [737, 487, 861, 502]
fragment-line: — W., Ohl [1495, 1526, 1554, 1541]
fragment-line: strass [1495, 1697, 1532, 1711]
directory-entry-line: — F., Ingenieur, Bartelsstr. 61, ✉ 6 [443, 409, 659, 424]
directory-entry-line: 5, Tadr: Kantafric, ⊏ C4 Da 4706 u. [737, 846, 959, 861]
directory-entry-line: — J., Kutscher, Weidenallee 37, H. 3 [1031, 2047, 1255, 2062]
directory-entry-line: — Bruno, Tischler, Telemannstr. 21, ✉ 19 [149, 1859, 406, 1874]
directory-entry-line: — Alb., Kutscher, Weizenkamp 7, ✉ 22 [443, 1173, 683, 1188]
directory-entry-line: — E. C., Graphiker, Bankstr. 112, ✉ 1 [149, 1470, 382, 1485]
directory-entry-line: ⊙ Max Kanold IR, Chem. Fabrik, [737, 300, 956, 315]
directory-entry-line: Kantoch, K., Werftarbtr., Fuhlenteller [737, 1766, 971, 1781]
directory-entry-line: — P., Braufühtr., Bullenhusendamm 96 [737, 378, 978, 393]
directory-entry-line: Kamradt, A., Milchhandlg., Vereinsstr. 50 [149, 378, 408, 393]
directory-entry-line: — P., Reismühle 9, ✉ 11 [443, 1236, 592, 1251]
directory-entry-line: Steinweg 30, ✉ 3 [737, 690, 845, 705]
directory-entry-line: quai 75 B, ✉ 8 [737, 1064, 827, 1079]
directory-entry-line: Kanner, D., Rabbiner, PSch: 76389, Durch- [443, 1423, 710, 1438]
directory-entry-line: D 7 Fu 6051, Sprechst: Esplanade 6, [443, 643, 672, 658]
directory-entry-line: Kanbach, H., Zimmerm., Sillemstr. 78 [149, 643, 385, 658]
directory-entry-line: — C., Hafenarbtr., Charlottenstr. 4, ✉ 19 [1031, 1485, 1285, 1500]
directory-entry-line: nichweg 9, ✉ 33 [149, 518, 251, 533]
directory-entry-line: Ha 7446, Cunnstr. 18, ✉ 30 [737, 1438, 909, 1453]
directory-entry-line: Kanopka, Paul, Versorgungsanw., Boltzen- [737, 394, 1000, 409]
directory-entry-line: gang 48, ✉ 36 [1031, 269, 1120, 284]
directory-entry-line: u. Geburtshelfer, ⊏ D8 Ho 0967, Eims- [737, 2000, 979, 2015]
fragment-line: Kappelhof [1495, 1542, 1557, 1556]
directory-entry-line: — R., Kupferschmied, Marthastr. 31, ✉ 19 [443, 1641, 706, 1656]
directory-entry-line: — Frl. Anna, Buchhalterin Seumestr. 41 [443, 986, 692, 1001]
fragment-line: — Rudolf [1495, 1061, 1551, 1076]
directory-entry-line: — Frau P., Wachtelstr. 47, ✉ 33 [737, 456, 932, 471]
directory-entry-line: Kanin, Ludwig, Geschäftsf. d. Kaufhaus [149, 1735, 395, 1750]
fragment-line: Rehbn [1495, 1325, 1535, 1339]
directory-entry-line: Allee 7, ✉ 5 [443, 253, 516, 268]
directory-entry-line: — H., Zig.-Arbtr., Quickbornstr. 1, ✉ 30 [443, 1392, 689, 1407]
directory-entry-line: — Wwe, J. M., Gosslerstr. 48, ✕ 30 [1031, 1189, 1246, 1204]
directory-entry-line: — Wwe., M., Agathenstr. 7, ✉ 6 [1031, 378, 1228, 393]
fragment-line: ✉ 1 Al [1495, 1557, 1533, 1572]
directory-entry-line: — Emmy, F., Kolonialw., ⊏ El 4552, [1031, 612, 1249, 627]
directory-entry-line: Kannen, J., Elektromont., Semperstr. 37 [443, 1111, 692, 1126]
directory-entry-line: J. Janssen [1031, 534, 1091, 549]
directory-entry-line: El 2424, Marienthalerstr. 43, ✉ 23, [1031, 1017, 1250, 1032]
column-divider [731, 209, 732, 1979]
directory-entry-line: Kan, D., Zig.-Fabr., ⊏ B 8 Cl 7266, Kra- [149, 503, 392, 518]
directory-entry-line: Kanthack, Ernst, Straßenbahn-Schaffner [737, 1470, 992, 1485]
directory-entry-line: — Ernst, Optiker, Ahrensburgerstr. 65 [443, 394, 682, 409]
directory-entry-line: PSch: 49494, ⊏ H 7 Ro 9902 [737, 1891, 917, 1906]
directory-entry-line: Kommission BCto: Deutsche B. Fil. [1031, 706, 1249, 720]
directory-entry-line: — K., Tischler, Schleidenstr. 6, ✉ 22 [1031, 1704, 1256, 1718]
directory-entry-line: Dr. Ed. Zinkeisen [1031, 939, 1139, 954]
directory-entry-line: Kanowski, Joh., Maschinenarbtr., Nien- [737, 472, 982, 487]
fragment-line: — Gust., [1495, 1170, 1547, 1184]
fragment-line: Kappelhoff [1495, 1588, 1561, 1603]
directory-entry-line: Kapfer, Frau I., Schneid., Glasbüttenstr. 112 [1031, 1173, 1308, 1188]
fragment-line: Kapitza, K [1495, 395, 1558, 409]
directory-entry-line: — J., Schrammsweg 10, ✉ 20 [149, 1282, 330, 1297]
directory-entry-line: Kanievski, A., Kellner, Vogelweg 11, ✉ 22 [149, 1610, 407, 1625]
directory-entry-line: ⊙ Rud. Kanzow IR, Import und [1031, 690, 1240, 705]
fragment-line: — Wwe. [1495, 829, 1545, 843]
directory-entry-line: — Wwe. L., Villaerstr. 167, H. 4 [1031, 1781, 1228, 1796]
fragment-line: — Frl. G [1495, 813, 1546, 828]
directory-entry-line: Staatskrankenanst. Langenhorn, [443, 628, 648, 643]
directory-entry-line: Kapfller, B., Verkäufer, Beethovenstr. 7 [1031, 1267, 1274, 1282]
directory-entry-line: Weine, Liköre, Spirituosen, [737, 1859, 907, 1874]
directory-entry-line: Kana, H., Kaufm., PSch: 14272, Nerlichs- [149, 534, 407, 549]
directory-entry-line: Fil. Hbg., ⊏ H 2556, Blumenstr. 34a [443, 1360, 668, 1375]
directory-entry-line: Kamrath, R., Oberzollsekret., Collaustr. 14 [149, 440, 415, 455]
fragment-line: Kapper, Re [1495, 1883, 1562, 1897]
directory-entry-line: strasse 49, ✉ 4 [737, 1672, 831, 1687]
fragment-line: — Wwe. [1495, 1495, 1545, 1510]
directory-entry-line: — Wilh., Arbtr., Süderstr. 125, ✉ 35 [1031, 2000, 1254, 2015]
fragment-line: BCto: [1495, 860, 1530, 874]
directory-entry-line: Kapeller, Frau E., Prod.-Hdlg., Angerstr. 42 [1031, 1142, 1302, 1157]
directory-entry-line: — Alex., Elektroschweisser, Taubenstr. 16 [443, 1298, 704, 1313]
directory-entry-line: Gothenstr. 45, ✉ 5 [1031, 628, 1146, 643]
directory-entry-line: Wohn: Neumünsterstr 84, ✉ 30 [149, 1142, 345, 1157]
directory-entry-line: landstrasse 86, ✉ 20 [149, 331, 278, 346]
fragment-line: Kappelau, [1495, 1278, 1557, 1293]
page-header [153, 155, 1353, 197]
directory-entry-line: H. 1, ✉ 22 [443, 830, 508, 845]
fragment-line: — Wwe., [1495, 1139, 1549, 1153]
directory-entry-line: Kandziora, E., Schlosser, Schadesweg 84 [149, 1189, 405, 1204]
directory-entry-line: — Wwe., M., Immanuelplatz 19, ✉ 26 [149, 1251, 383, 1266]
directory-entry-line: — Felix, 1/Fa Beckendorf & Kanner, ⊏ [443, 1470, 681, 1485]
directory-entry-line: Kanerzisky, Jos., Stukkateur, Wagnerstr. 55 [149, 1345, 418, 1360]
fragment-line: strasse 1 [1495, 255, 1550, 270]
directory-entry-line: ✉ 36, Dienst. u. Freit. 5 – 7, ⊏ C4 [443, 659, 652, 674]
directory-entry-line: — Ernst, Volksschullehrer, Hammerweg 18 [737, 1345, 1006, 1360]
directory-entry-line: — J., Arbtr., neuer Steinweg 69, H. 5, ✉ 3 [149, 1236, 407, 1251]
directory-entry-line: Kanzow — [1031, 674, 1097, 689]
directory-entry-line: Kansi, M., Arbtr., Rönnhaidstr. 28, ✉ 22 [737, 534, 985, 549]
directory-entry-line: — Carl, Lagermstr., Normannenweg 19 [1031, 1501, 1277, 1516]
directory-entry-line: Kamyssek, M., Arbtr., Hammerbrookstr. 50 [149, 487, 418, 502]
directory-entry-line: — Margot, Lehrerin, Sechslingspforte 4 [149, 269, 398, 284]
directory-entry-line: — Wolf, Berufsbekleidung, Eims- [443, 1501, 648, 1516]
directory-entry-line: — Th., Arbtr., Mozartstr. 56, ✉ 22 [443, 1095, 653, 1110]
directory-entry-line: Woldsenweg 12, ✉ 20 [443, 347, 579, 362]
directory-entry-line: — Edgar, Kaufm., Osterbeckstr. 108, ✉ 22 [443, 1688, 705, 1703]
directory-entry-line: weg 9, ✉ 35 [737, 409, 813, 424]
directory-entry-line: Dep. Kasse N, PSch: 88280 ⊏ B 8 Cl [443, 1975, 669, 1990]
directory-entry-line: mestr. 38, ✉ 28 [443, 1049, 539, 1064]
directory-entry-line: Kantel, A., Stauer-Assist., Kronprinz- [737, 1049, 967, 1064]
directory-entry-line: Kandelin, Frau E., Arbtr., Bartelsstr. 72, H. 1 [149, 815, 429, 830]
fragment-line: Grindel [1495, 457, 1541, 471]
directory-entry-line: — Alw., Maurer, Steinbeckerstr. 37e [1031, 1407, 1256, 1422]
fragment-line: gang 6 [1495, 1294, 1537, 1308]
directory-entry-line: ⊙ Heinrich Kandler IR, Modew., [149, 955, 366, 970]
directory-entry-line: Kantorowicz Wwe, E., Breitenfelderstr. 44 [737, 1797, 1001, 1812]
directory-entry-line: Sedanstr. 20, ✉ 13 [149, 628, 265, 643]
directory-entry-line: ranz, ⊏ Ha 2114, Stoeckhardtstr. 34 [149, 1953, 376, 1968]
column-divider [1025, 209, 1026, 1979]
directory-entry-line: Cl 5878, Hammersteindamm 32, ✉ 23 [149, 1563, 387, 1578]
directory-entry-line: 4707, Neuerwall 19/23, Inh: Paul Kant [737, 861, 978, 876]
